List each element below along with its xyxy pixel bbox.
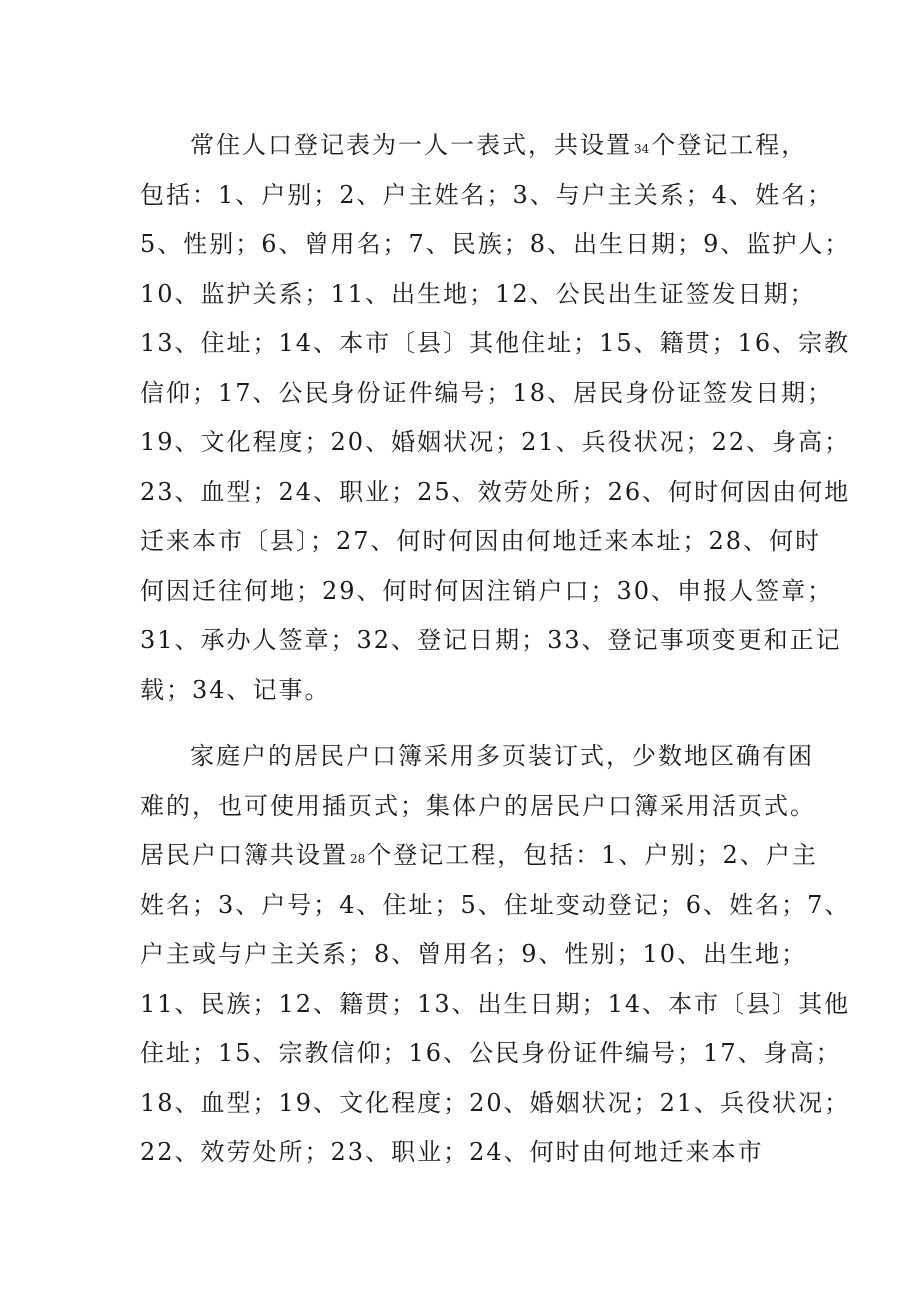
text-line: 难的，也可使用插页式；集体户的居民户口簿采用活页式。 <box>140 791 816 820</box>
text-line: 19、文化程度；20、婚姻状况；21、兵役状况；22、身高； <box>140 428 851 456</box>
text-line <box>140 831 818 881</box>
text-line: 11、民族；12、籍贯；13、出生日期；14、本市〔县〕其他 <box>140 989 851 1018</box>
text-line: 迁来本市〔县〕；27、何时何因由何地迁来本址；28、何时 <box>140 527 822 555</box>
text-line: 何因迁往何地；29、何时何因注销户口；30、申报人签章； <box>140 576 834 605</box>
paragraph-household-register <box>140 732 851 1178</box>
text-segment: 个登记工程，包括：1、户别；2、户主 <box>367 841 818 869</box>
item-count: 28 <box>350 852 366 866</box>
text-segment: 个登记工程， <box>651 131 808 159</box>
text-line: 23、血型；24、职业；25、效劳处所；26、何时何因由何地 <box>140 477 851 506</box>
text-line: 18、血型；19、文化程度；20、婚姻状况；21、兵役状况； <box>140 1088 851 1117</box>
text-line: 载；34、记事。 <box>140 675 331 704</box>
text-line: 姓名；3、户号；4、住址；5、住址变动登记；6、姓名；7、 <box>140 890 851 919</box>
text-line: 户主或与户主关系；8、曾用名；9、性别；10、出生地； <box>140 940 808 968</box>
paragraph-resident-registration-form <box>140 121 851 715</box>
text-segment: 居民户口簿共设置 <box>140 841 348 869</box>
text-line: 10、监护关系；11、出生地；12、公民出生证签发日期； <box>140 279 816 308</box>
text-line: 包括：1、户别；2、户主姓名；3、与户主关系；4、姓名； <box>140 180 834 209</box>
text-line: 信仰；17、公民身份证件编号；18、居民身份证签发日期； <box>140 378 834 407</box>
text-segment: 常住人口登记表为一人一表式，共设置 <box>190 131 632 159</box>
text-line: 家庭户的居民户口簿采用多页装订式，少数地区确有困 <box>190 742 814 770</box>
text-line <box>140 121 808 171</box>
item-count: 34 <box>634 142 650 156</box>
text-line: 31、承办人签章；32、登记日期；33、登记事项变更和正记 <box>140 626 842 654</box>
text-line: 5、性别；6、曾用名；7、民族；8、出生日期；9、监护人； <box>140 230 851 258</box>
text-line: 13、住址；14、本市〔县〕其他住址；15、籍贯；16、宗教 <box>140 329 851 357</box>
text-line: 22、效劳处所；23、职业；24、何时由何地迁来本市 <box>140 1138 764 1166</box>
text-line: 住址；15、宗教信仰；16、公民身份证件编号；17、身高； <box>140 1039 842 1067</box>
